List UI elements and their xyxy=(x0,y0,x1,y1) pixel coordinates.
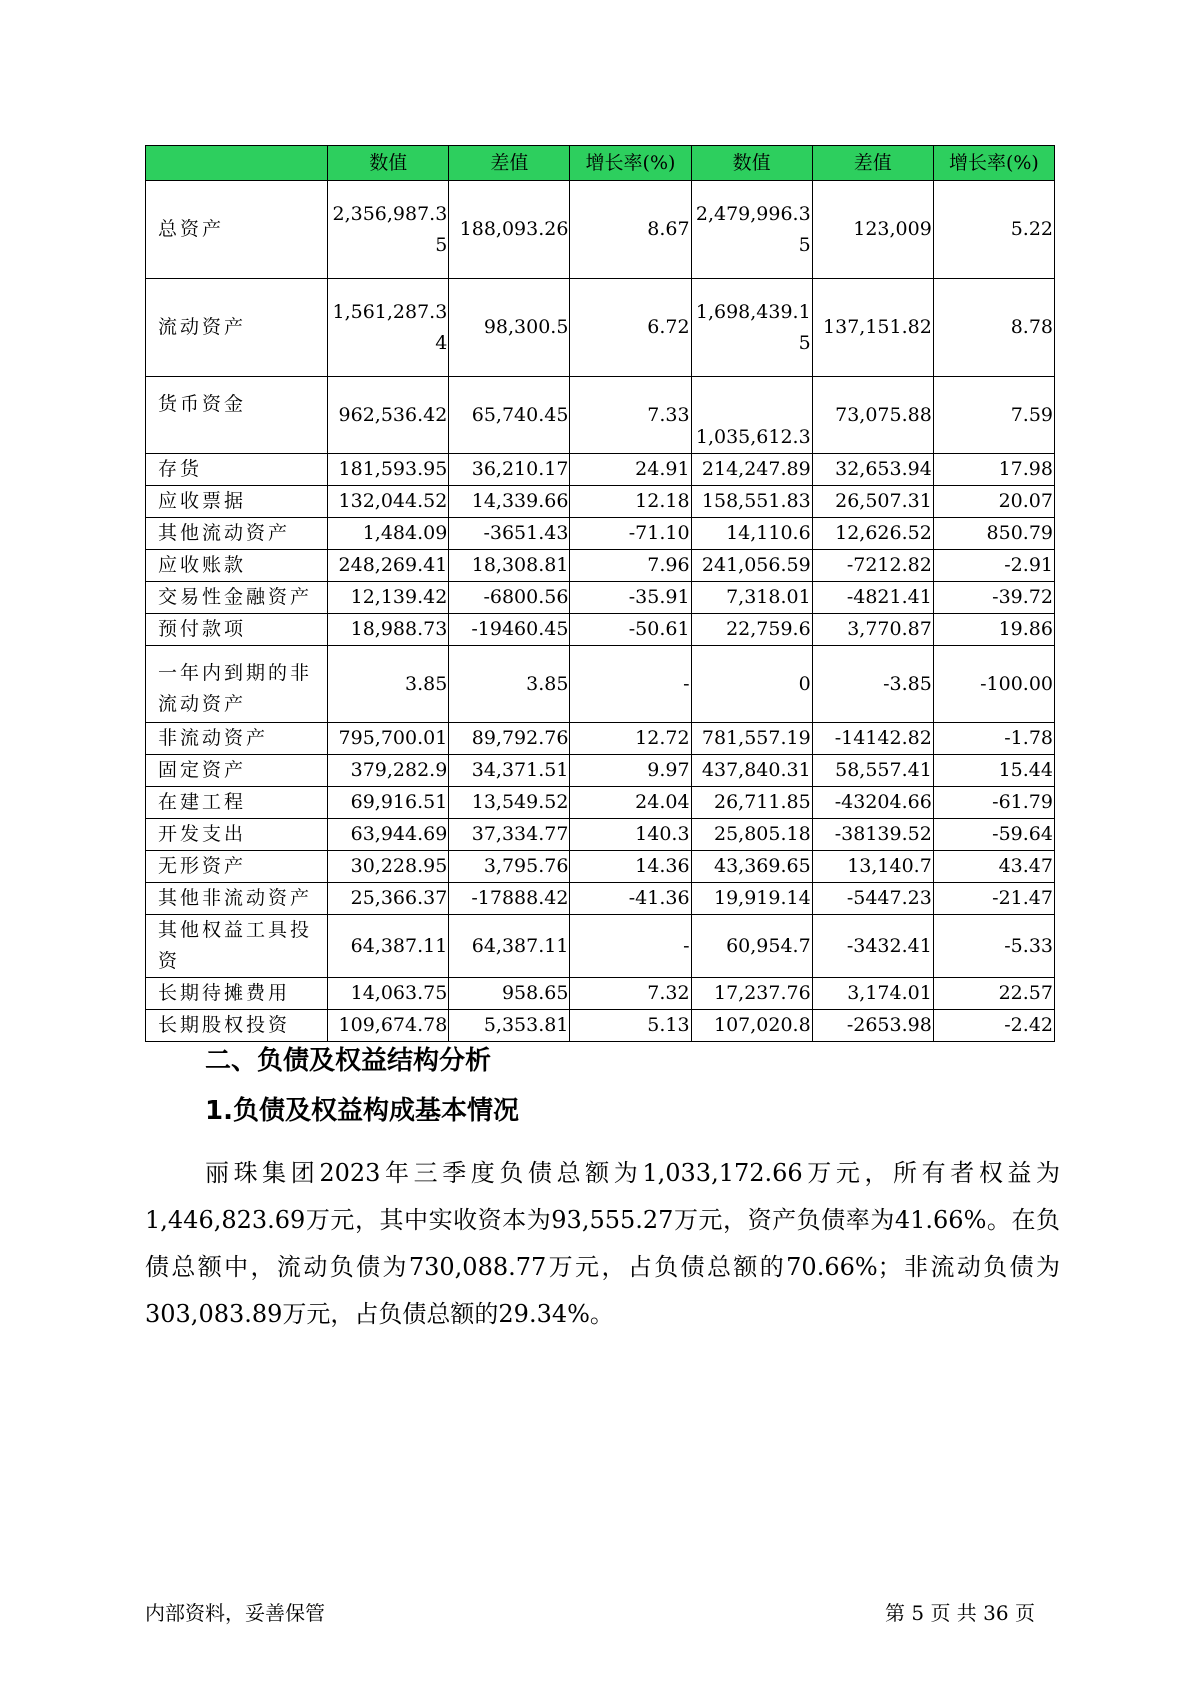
cell-growth-1: -50.61 xyxy=(570,614,691,646)
cell-value-2: 214,247.89 xyxy=(691,454,812,486)
cell-diff-1: -17888.42 xyxy=(449,883,570,915)
cell-growth-1: 24.04 xyxy=(570,787,691,819)
cell-growth-1: 9.97 xyxy=(570,755,691,787)
cell-diff-2: -3.85 xyxy=(812,646,933,723)
cell-diff-2: 32,653.94 xyxy=(812,454,933,486)
cell-growth-2: 19.86 xyxy=(933,614,1054,646)
cell-value-2: 437,840.31 xyxy=(691,755,812,787)
cell-growth-2: 20.07 xyxy=(933,486,1054,518)
subsection-title: 1.负债及权益构成基本情况 xyxy=(205,1096,519,1126)
cell-value-1: 30,228.95 xyxy=(328,851,449,883)
table-row xyxy=(146,181,1055,279)
cell-growth-2: 8.78 xyxy=(933,279,1054,377)
cell-diff-2: 3,770.87 xyxy=(812,614,933,646)
table-row xyxy=(146,454,1055,486)
cell-growth-2: 5.22 xyxy=(933,181,1054,279)
cell-value-1: 248,269.41 xyxy=(328,550,449,582)
table-row xyxy=(146,279,1055,377)
cell-value-2: 1,698,439.15 xyxy=(691,279,812,377)
table-row xyxy=(146,819,1055,851)
row-label: 无形资产 xyxy=(146,851,328,883)
cell-diff-1: 64,387.11 xyxy=(449,915,570,978)
cell-diff-2: -38139.52 xyxy=(812,819,933,851)
row-label: 货币资金 xyxy=(146,377,328,454)
table-row xyxy=(146,377,1055,454)
row-label: 开发支出 xyxy=(146,819,328,851)
cell-value-1: 1,561,287.34 xyxy=(328,279,449,377)
cell-value-2: 25,805.18 xyxy=(691,819,812,851)
cell-value-1: 379,282.9 xyxy=(328,755,449,787)
cell-diff-2: -7212.82 xyxy=(812,550,933,582)
table-row xyxy=(146,883,1055,915)
cell-growth-1: 12.18 xyxy=(570,486,691,518)
header-cell-growth-2: 增长率(%) xyxy=(933,146,1054,181)
cell-value-1: 132,044.52 xyxy=(328,486,449,518)
cell-diff-1: 14,339.66 xyxy=(449,486,570,518)
row-label: 其他权益工具投资 xyxy=(146,915,328,978)
cell-growth-1: -71.10 xyxy=(570,518,691,550)
cell-growth-2: 850.79 xyxy=(933,518,1054,550)
cell-diff-2: 73,075.88 xyxy=(812,377,933,454)
cell-diff-2: 123,009 xyxy=(812,181,933,279)
cell-diff-1: -6800.56 xyxy=(449,582,570,614)
cell-value-2: 26,711.85 xyxy=(691,787,812,819)
row-label: 流动资产 xyxy=(146,279,328,377)
cell-value-1: 25,366.37 xyxy=(328,883,449,915)
cell-value-2: 0 xyxy=(691,646,812,723)
body-paragraph: 丽珠集团2023年三季度负债总额为1,033,172.66万元，所有者权益为1,446,823.69万元，其中实收资本为93,555.27万元，资产负债率为41.66%。在负债总额中，流动负债为730,088.77万元，占负债总额的70.66%；非流动负债为303,083.89万元，占负债总额的29.34%。 xyxy=(145,1159,1060,1328)
cell-growth-2: 15.44 xyxy=(933,755,1054,787)
cell-diff-2: -14142.82 xyxy=(812,723,933,755)
cell-growth-1: 6.72 xyxy=(570,279,691,377)
cell-growth-1: 24.91 xyxy=(570,454,691,486)
table-row xyxy=(146,486,1055,518)
cell-value-1: 69,916.51 xyxy=(328,787,449,819)
cell-diff-2: 12,626.52 xyxy=(812,518,933,550)
cell-diff-2: 137,151.82 xyxy=(812,279,933,377)
cell-diff-1: 13,549.52 xyxy=(449,787,570,819)
cell-diff-2: 58,557.41 xyxy=(812,755,933,787)
asset-structure-table xyxy=(145,145,1055,1042)
table-row xyxy=(146,582,1055,614)
row-label: 存货 xyxy=(146,454,328,486)
cell-growth-1: 7.33 xyxy=(570,377,691,454)
cell-growth-2: -5.33 xyxy=(933,915,1054,978)
cell-growth-1: 8.67 xyxy=(570,181,691,279)
row-label: 一年内到期的非流动资产 xyxy=(146,646,328,723)
footer-page-number: 第 5 页 共 36 页 xyxy=(885,1601,1035,1625)
table-row xyxy=(146,723,1055,755)
cell-diff-1: 36,210.17 xyxy=(449,454,570,486)
cell-value-2: 781,557.19 xyxy=(691,723,812,755)
cell-diff-1: 958.65 xyxy=(449,978,570,1010)
table-row xyxy=(146,646,1055,723)
row-label: 固定资产 xyxy=(146,755,328,787)
cell-growth-2: 22.57 xyxy=(933,978,1054,1010)
cell-diff-1: -3651.43 xyxy=(449,518,570,550)
cell-growth-2: -39.72 xyxy=(933,582,1054,614)
row-label: 应收票据 xyxy=(146,486,328,518)
cell-growth-2: -59.64 xyxy=(933,819,1054,851)
cell-value-2: 17,237.76 xyxy=(691,978,812,1010)
row-label: 预付款项 xyxy=(146,614,328,646)
cell-value-2: 60,954.7 xyxy=(691,915,812,978)
cell-value-2: 7,318.01 xyxy=(691,582,812,614)
cell-growth-2: 43.47 xyxy=(933,851,1054,883)
cell-value-2: 19,919.14 xyxy=(691,883,812,915)
table-row xyxy=(146,755,1055,787)
table-row xyxy=(146,614,1055,646)
cell-diff-1: 89,792.76 xyxy=(449,723,570,755)
table-header-row xyxy=(146,146,1055,181)
header-cell-value-1: 数值 xyxy=(328,146,449,181)
cell-value-1: 962,536.42 xyxy=(328,377,449,454)
cell-value-2: 1,035,612.3 xyxy=(691,377,812,454)
cell-growth-2: -100.00 xyxy=(933,646,1054,723)
header-cell-diff-2: 差值 xyxy=(812,146,933,181)
table-row xyxy=(146,978,1055,1010)
cell-growth-1: - xyxy=(570,915,691,978)
cell-value-2: 22,759.6 xyxy=(691,614,812,646)
cell-growth-1: 7.32 xyxy=(570,978,691,1010)
cell-growth-2: 17.98 xyxy=(933,454,1054,486)
row-label: 长期待摊费用 xyxy=(146,978,328,1010)
cell-growth-2: -61.79 xyxy=(933,787,1054,819)
table-row xyxy=(146,787,1055,819)
cell-diff-2: -4821.41 xyxy=(812,582,933,614)
cell-diff-1: 188,093.26 xyxy=(449,181,570,279)
cell-value-1: 63,944.69 xyxy=(328,819,449,851)
cell-value-1: 181,593.95 xyxy=(328,454,449,486)
cell-value-1: 12,139.42 xyxy=(328,582,449,614)
table-row xyxy=(146,550,1055,582)
footer-confidential-note: 内部资料，妥善保管 xyxy=(145,1601,325,1625)
cell-diff-1: 65,740.45 xyxy=(449,377,570,454)
cell-diff-2: -5447.23 xyxy=(812,883,933,915)
cell-growth-2: 7.59 xyxy=(933,377,1054,454)
header-cell-value-2: 数值 xyxy=(691,146,812,181)
cell-diff-2: -3432.41 xyxy=(812,915,933,978)
header-cell-growth-1: 增长率(%) xyxy=(570,146,691,181)
header-cell-diff-1: 差值 xyxy=(449,146,570,181)
cell-value-1: 2,356,987.35 xyxy=(328,181,449,279)
cell-diff-2: 13,140.7 xyxy=(812,851,933,883)
cell-growth-2: -2.42 xyxy=(933,1010,1054,1042)
row-label: 应收账款 xyxy=(146,550,328,582)
cell-growth-2: -21.47 xyxy=(933,883,1054,915)
row-label: 交易性金融资产 xyxy=(146,582,328,614)
row-label: 在建工程 xyxy=(146,787,328,819)
cell-value-1: 795,700.01 xyxy=(328,723,449,755)
section-title: 二、负债及权益结构分析 xyxy=(205,1046,492,1076)
cell-growth-1: - xyxy=(570,646,691,723)
cell-growth-1: 7.96 xyxy=(570,550,691,582)
cell-growth-1: -35.91 xyxy=(570,582,691,614)
cell-value-2: 14,110.6 xyxy=(691,518,812,550)
row-label: 其他流动资产 xyxy=(146,518,328,550)
cell-diff-1: 5,353.81 xyxy=(449,1010,570,1042)
row-label: 非流动资产 xyxy=(146,723,328,755)
cell-growth-1: -41.36 xyxy=(570,883,691,915)
cell-value-1: 64,387.11 xyxy=(328,915,449,978)
table-row xyxy=(146,1010,1055,1042)
cell-value-2: 43,369.65 xyxy=(691,851,812,883)
cell-diff-2: -2653.98 xyxy=(812,1010,933,1042)
cell-diff-1: 98,300.5 xyxy=(449,279,570,377)
cell-diff-1: 18,308.81 xyxy=(449,550,570,582)
cell-diff-1: 3,795.76 xyxy=(449,851,570,883)
cell-growth-2: -1.78 xyxy=(933,723,1054,755)
cell-value-2: 2,479,996.35 xyxy=(691,181,812,279)
row-label: 长期股权投资 xyxy=(146,1010,328,1042)
cell-value-1: 3.85 xyxy=(328,646,449,723)
row-label: 其他非流动资产 xyxy=(146,883,328,915)
asset-table-container xyxy=(145,145,1055,1042)
cell-diff-2: 26,507.31 xyxy=(812,486,933,518)
cell-diff-2: -43204.66 xyxy=(812,787,933,819)
table-row xyxy=(146,518,1055,550)
cell-diff-1: 37,334.77 xyxy=(449,819,570,851)
cell-value-1: 18,988.73 xyxy=(328,614,449,646)
table-row xyxy=(146,915,1055,978)
cell-value-2: 107,020.8 xyxy=(691,1010,812,1042)
row-label: 总资产 xyxy=(146,181,328,279)
cell-diff-1: 3.85 xyxy=(449,646,570,723)
cell-diff-1: -19460.45 xyxy=(449,614,570,646)
cell-value-2: 241,056.59 xyxy=(691,550,812,582)
cell-value-2: 158,551.83 xyxy=(691,486,812,518)
cell-value-1: 14,063.75 xyxy=(328,978,449,1010)
table-row xyxy=(146,851,1055,883)
cell-diff-2: 3,174.01 xyxy=(812,978,933,1010)
cell-value-1: 1,484.09 xyxy=(328,518,449,550)
header-cell-blank xyxy=(146,146,328,181)
cell-value-1: 109,674.78 xyxy=(328,1010,449,1042)
cell-growth-1: 14.36 xyxy=(570,851,691,883)
cell-growth-1: 140.3 xyxy=(570,819,691,851)
cell-diff-1: 34,371.51 xyxy=(449,755,570,787)
cell-growth-2: -2.91 xyxy=(933,550,1054,582)
table-body xyxy=(146,181,1055,1042)
cell-growth-1: 5.13 xyxy=(570,1010,691,1042)
cell-growth-1: 12.72 xyxy=(570,723,691,755)
